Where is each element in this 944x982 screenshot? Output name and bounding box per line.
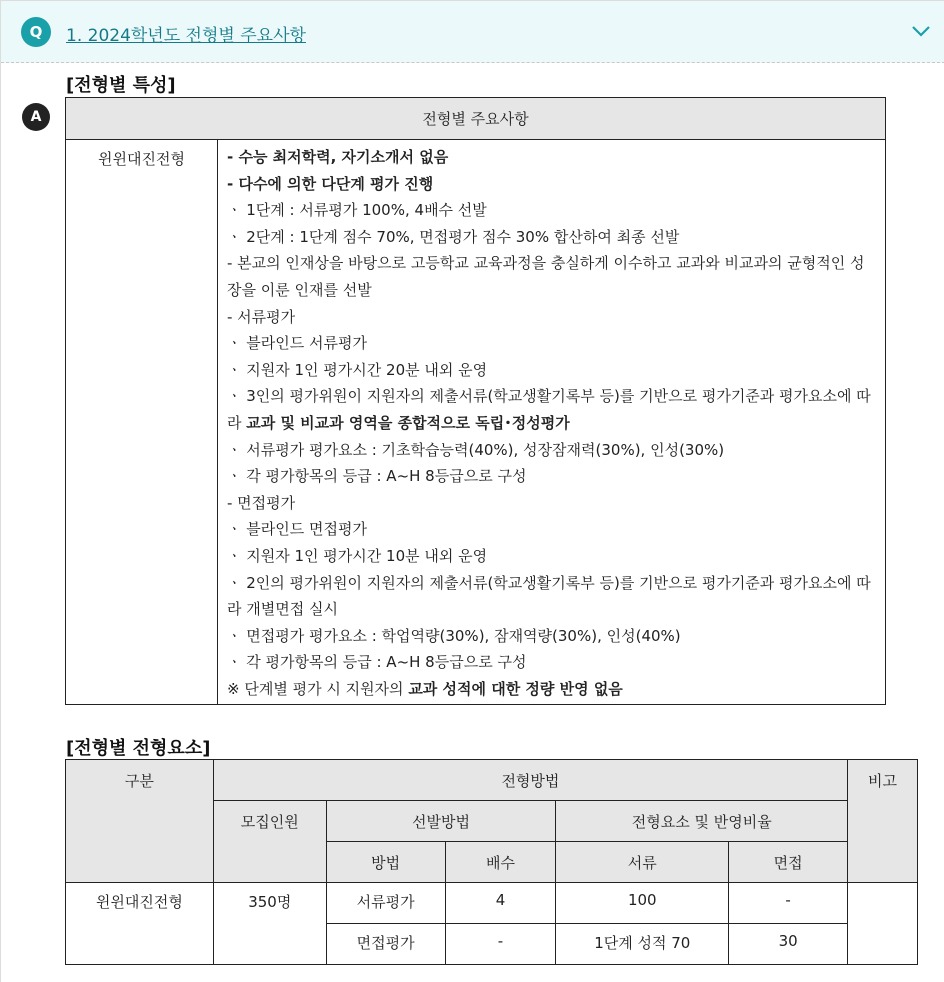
detail-line [227,516,877,543]
detail-text: ㆍ 블라인드 서류평가 [227,334,367,353]
answer-badge: A [22,103,50,131]
detail-text: 교과 성적에 대한 정량 반영 없음 [408,679,623,698]
header-selection: 선발방법 [326,801,556,842]
detail-line [227,437,877,464]
header-category: 구분 [66,760,214,883]
detail-text: - 수능 최저학력, 자기소개서 없음 [227,148,449,166]
detail-text: ㆍ 각 평가항목의 등급 : A~H 8등급으로 구성 [227,467,527,486]
details-list [218,140,886,705]
cell-count: 350명 [213,883,326,965]
detail-text: ㆍ 3인의 평가위원이 지원자의 제출서류(학교생활기록부 등)를 기반으로 평가기준과 평가요소에 따라 [227,387,871,432]
cell-name: 윈윈대진전형 [66,883,214,965]
detail-text: ㆍ 면접평가 평가요소 : 학업역량(30%), 잠재역량(30%), 인성(40%) [227,626,681,645]
header-multiple: 배수 [445,842,556,883]
header-recruit: 모집인원 [213,801,326,883]
detail-line [227,197,877,224]
detail-text: ※ 단계별 평가 시 지원자의 [227,679,409,698]
detail-line [227,357,877,384]
detail-line [227,144,877,171]
detail-line [227,543,877,570]
detail-text: - 본교의 인재상을 바탕으로 고등학교 교육과정을 충실하게 이수하고 교과와 비교과의 균형적인 성장을 이룬 인재를 선발 [227,254,865,299]
chevron-down-icon[interactable] [909,19,933,43]
question-badge: Q [21,17,51,47]
cell-multiple: - [445,924,556,965]
detail-text: ㆍ 2인의 평가위원이 지원자의 제출서류(학교생활기록부 등)를 기반으로 평가기준과 평가요소에 따라 개별면접 실시 [227,573,871,619]
cell-interview: 30 [729,924,848,965]
header-how: 방법 [326,842,445,883]
detail-text: ㆍ 지원자 1인 평가시간 20분 내외 운영 [227,360,488,379]
detail-text: 교과 및 비교과 영역을 종합적으로 독립･정성평가 [246,413,570,432]
header-note: 비고 [848,760,918,883]
detail-line [227,304,877,331]
detail-text: ㆍ 1단계 : 서류평가 100%, 4배수 선발 [227,201,487,220]
detail-line [227,224,877,251]
detail-line [227,383,877,436]
admission-type: 윈윈대진전형 [66,140,218,705]
table-header: 전형별 주요사항 [66,98,886,140]
detail-line [227,623,877,650]
detail-text: - 서류평가 [227,307,296,326]
detail-line [227,463,877,490]
detail-line [227,250,877,303]
detail-text: ㆍ 블라인드 면접평가 [227,520,367,539]
detail-text: ㆍ 서류평가 평가요소 : 기초학습능력(40%), 성장잠재력(30%), 인성(30%) [227,440,725,459]
detail-line [227,649,877,676]
cell-docs: 100 [556,883,729,924]
detail-text: - 다수에 의한 다단계 평가 진행 [227,174,434,193]
elements-table [65,759,918,965]
detail-line [227,330,877,357]
header-docs: 서류 [556,842,729,883]
detail-line [227,676,877,703]
question-header[interactable] [1,1,944,63]
section-heading-characteristics: [전형별 특성] [66,75,176,96]
detail-text: - 면접평가 [227,493,296,512]
detail-line [227,171,877,198]
cell-note [848,883,918,965]
header-interview: 면접 [729,842,848,883]
header-elements: 전형요소 및 반영비율 [556,801,848,842]
detail-text: ㆍ 지원자 1인 평가시간 10분 내외 운영 [227,546,488,565]
cell-interview: - [729,883,848,924]
characteristics-table [65,97,886,705]
table-row [66,883,918,924]
question-title-link[interactable]: 1. 2024학년도 전형별 주요사항 [66,26,306,46]
detail-line [227,490,877,517]
cell-multiple: 4 [445,883,556,924]
detail-text: ㆍ 2단계 : 1단계 점수 70%, 면접평가 점수 30% 합산하여 최종 선발 [227,227,680,246]
cell-how: 면접평가 [326,924,445,965]
detail-text: ㆍ 각 평가항목의 등급 : A~H 8등급으로 구성 [227,653,527,672]
cell-how: 서류평가 [326,883,445,924]
header-method: 전형방법 [213,760,847,801]
cell-docs: 1단계 성적 70 [556,924,729,965]
section-heading-elements: [전형별 전형요소] [66,738,211,759]
detail-line [227,570,877,623]
